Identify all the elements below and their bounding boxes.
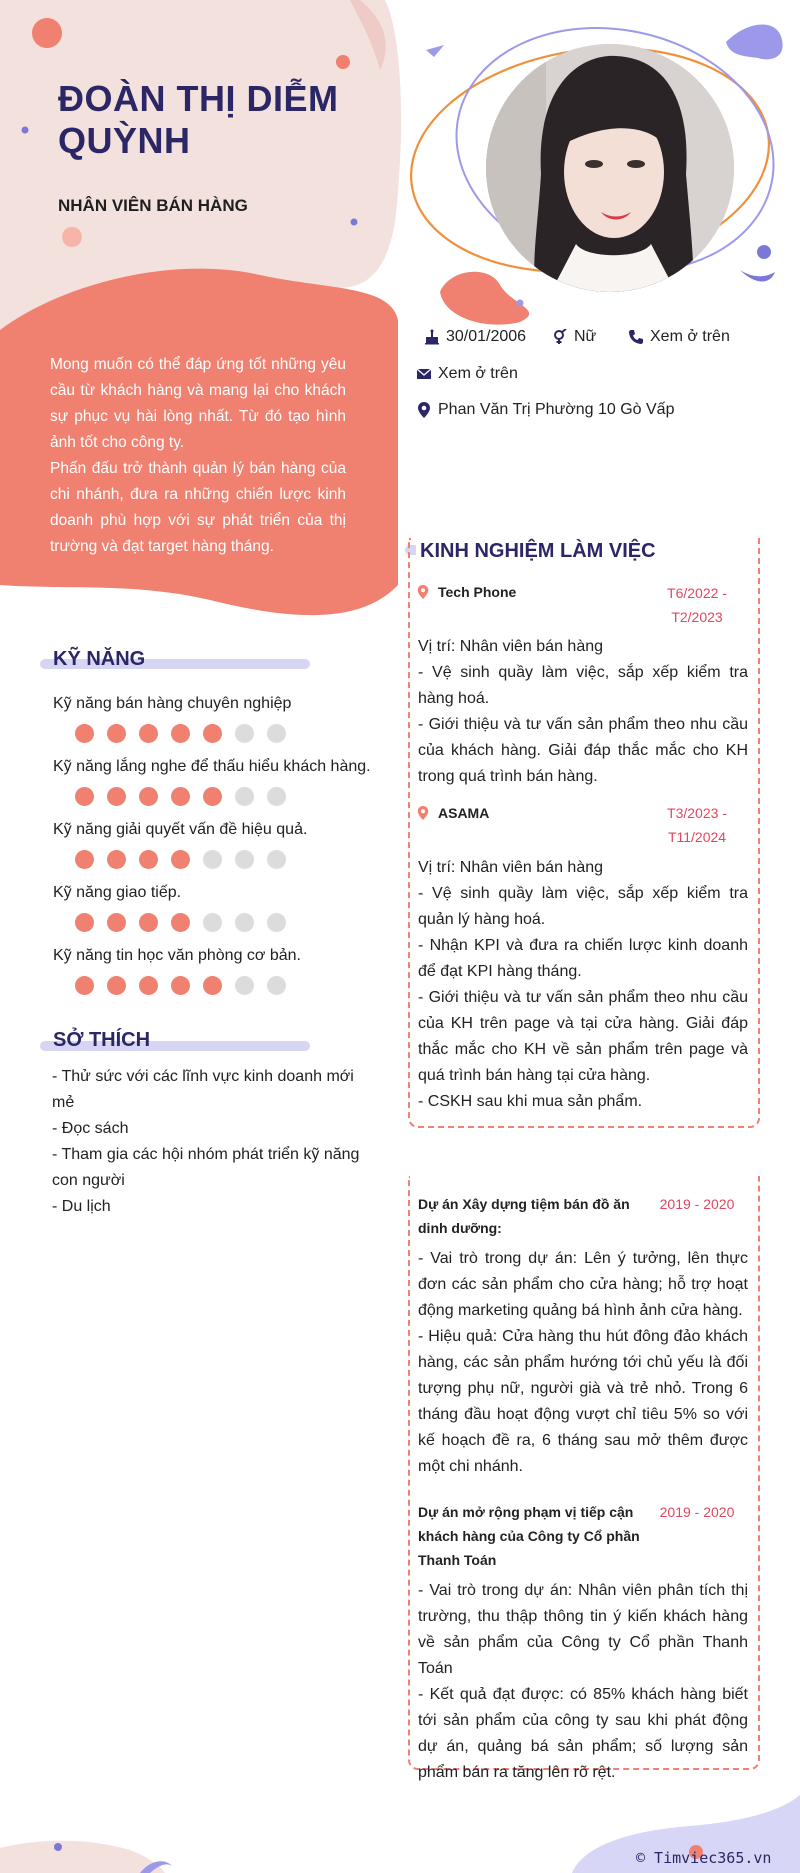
birthdate-row — [424, 328, 526, 346]
site-watermark: © Timviec365.vn — [636, 1849, 772, 1867]
job-date — [652, 581, 742, 629]
skill-rating — [75, 724, 286, 743]
job-company: ASAMA — [438, 805, 490, 821]
rating-dot-filled — [107, 913, 126, 932]
skill-label: Kỹ năng giao tiếp. — [53, 884, 182, 901]
job-description — [418, 634, 748, 790]
decor-circle — [757, 245, 771, 259]
experience-heading: KINH NGHIỆM LÀM VIỆC — [416, 540, 660, 563]
lilac-crescent — [740, 270, 775, 282]
job-company-row — [416, 584, 516, 600]
rating-dot-filled — [203, 724, 222, 743]
skills-heading: KỸ NĂNG — [53, 648, 146, 670]
job-date-end: T2/2023 — [671, 609, 723, 625]
rating-dot-filled — [75, 850, 94, 869]
rating-dot-filled — [107, 724, 126, 743]
decor-circle — [32, 18, 62, 48]
project-line: - Vai trò trong dự án: Lên ý tưởng, lên thực đơn các sản phẩm cho cửa hàng; hỗ trợ hoạt động marketing quảng bá hình ảnh cửa hàng. — [418, 1250, 748, 1319]
skill-label: Kỹ năng tin học văn phòng cơ bản. — [53, 947, 301, 964]
job-line: - Giới thiệu và tư vấn sản phẩm theo nhu cầu của khách hàng. Giải đáp thắc mắc cho KH trong quá trình bán hàng. — [418, 716, 748, 785]
rating-dot-filled — [75, 724, 94, 743]
decor-circle — [22, 127, 29, 134]
rating-dot-filled — [171, 724, 190, 743]
phone-row — [628, 328, 730, 346]
job-line: - CSKH sau khi mua sản phẩm. — [418, 1093, 643, 1110]
rating-dot-filled — [139, 850, 158, 869]
project-line: - Vai trò trong dự án: Nhân viên phân tích thị trường, thu thập thông tin ý kiến khách hàng về sản phẩm của Công ty Cổ phần Thanh Toán — [418, 1582, 748, 1677]
job-date-start: T3/2023 - — [667, 805, 727, 821]
gender-icon — [552, 329, 568, 345]
project-title: Dự án mở rộng phạm vị tiếp cận khách hàng của Công ty Cổ phần Thanh Toán — [418, 1504, 640, 1568]
envelope-icon — [416, 366, 432, 382]
lilac-blob — [726, 24, 783, 59]
decor-circle — [336, 55, 350, 69]
job-line: - Giới thiệu và tư vấn sản phẩm theo nhu cầu của KH trên page và tại cửa hàng. Giải đáp thắc mắc cho KH về sản phẩm trên page và quá trình bán hàng tại cửa hàng. — [418, 989, 748, 1084]
map-pin-icon — [416, 805, 430, 821]
skill-label: Kỹ năng bán hàng chuyên nghiệp — [53, 695, 292, 712]
address-value: Phan Văn Trị Phường 10 Gò Vấp — [438, 401, 675, 418]
rating-dot-empty — [235, 850, 254, 869]
hobbies-heading: SỞ THÍCH — [53, 1029, 151, 1051]
rating-dot-empty — [267, 913, 286, 932]
skill-rating — [75, 787, 286, 806]
objective-paragraph: Phấn đấu trở thành quản lý bán hàng của chi nhánh, đưa ra những chiến lược kinh doanh phù hợp với sự phát triển của thị trường và đạt target hàng tháng. — [50, 460, 346, 555]
bottom-pink-blob — [0, 1841, 165, 1873]
job-company: Tech Phone — [438, 584, 517, 600]
rating-dot-empty — [235, 787, 254, 806]
skill-rating — [75, 913, 286, 932]
job-description — [418, 855, 748, 1115]
job-date-start: T6/2022 - — [667, 585, 727, 601]
hobbies-list — [52, 1064, 367, 1220]
rating-dot-empty — [267, 724, 286, 743]
job-line: - Nhận KPI và đưa ra chiến lược kinh doanh để đạt KPI hàng tháng. — [418, 937, 748, 980]
job-date-end: T11/2024 — [667, 829, 727, 845]
job-title: NHÂN VIÊN BÁN HÀNG — [58, 196, 248, 215]
hobby-item: - Đọc sách — [52, 1120, 129, 1137]
rating-dot-empty — [235, 724, 254, 743]
project-description — [418, 1246, 748, 1480]
rating-dot-filled — [171, 850, 190, 869]
rating-dot-empty — [203, 913, 222, 932]
rating-dot-filled — [203, 787, 222, 806]
decor-circle — [351, 219, 358, 226]
job-line: - Vệ sinh quầy làm việc, sắp xếp kiểm tra quản lý hàng hoá. — [418, 885, 748, 928]
lilac-triangle — [426, 45, 444, 57]
decor-circle — [517, 300, 524, 307]
map-pin-icon — [416, 402, 432, 418]
career-objective — [50, 352, 346, 560]
job-company-row — [416, 805, 489, 821]
coral-blob-small — [440, 272, 529, 325]
candidate-name: ĐOÀN THỊ DIỄM QUỲNH — [58, 78, 339, 161]
profile-photo — [486, 44, 734, 292]
address-row — [416, 401, 674, 419]
rating-dot-empty — [235, 976, 254, 995]
project-line: - Kết quả đạt được: có 85% khách hàng biết tới sản phẩm của công ty sau khi phát động dự án, quảng bá sản phẩm; số lượng sản phẩm bán ra tăng lên rõ rệt. — [418, 1686, 748, 1781]
rating-dot-filled — [75, 913, 94, 932]
project-date: 2019 - 2020 — [659, 1504, 735, 1520]
objective-paragraph: Mong muốn có thể đáp ứng tốt những yêu cầu từ khách hàng và mang lại cho khách sự phục vụ hài lòng nhất. Từ đó tạo hình ảnh tốt cho công ty. — [50, 356, 346, 451]
gender-row — [552, 328, 596, 346]
rating-dot-filled — [203, 976, 222, 995]
decor-circle — [54, 1843, 62, 1851]
project-title: Dự án Xây dựng tiệm bán đồ ăn dinh dưỡng: — [418, 1196, 630, 1236]
rating-dot-filled — [139, 976, 158, 995]
rating-dot-empty — [267, 850, 286, 869]
rating-dot-filled — [139, 724, 158, 743]
phone-icon — [628, 329, 644, 345]
project-line: - Hiệu quả: Cửa hàng thu hút đông đảo khách hàng, các sản phẩm hướng tới chủ yếu là đối tượng phụ nữ, người già và trẻ nhỏ. Trong 6 tháng đầu hoạt động vượt chỉ tiêu 5% so với kế hoạch đề ra, 6 tháng sau mở thêm được một chi nhánh. — [418, 1328, 748, 1475]
rating-dot-filled — [75, 787, 94, 806]
rating-dot-filled — [171, 976, 190, 995]
job-line: Vị trí: Nhân viên bán hàng — [418, 638, 604, 655]
skill-rating — [75, 976, 286, 995]
email-value: Xem ở trên — [438, 365, 518, 382]
job-date — [652, 801, 742, 849]
hobby-item: - Tham gia các hội nhóm phát triển kỹ năng con người — [52, 1146, 360, 1189]
job-line: - Vệ sinh quầy làm việc, sắp xếp kiểm tra hàng hoá. — [418, 664, 748, 707]
phone-value: Xem ở trên — [650, 328, 730, 345]
rating-dot-filled — [139, 913, 158, 932]
project-date: 2019 - 2020 — [659, 1196, 735, 1212]
rating-dot-filled — [171, 913, 190, 932]
rating-dot-empty — [203, 850, 222, 869]
gender-value: Nữ — [574, 328, 597, 345]
skill-label: Kỹ năng giải quyết vấn đề hiệu quả. — [53, 821, 308, 838]
hobby-item: - Du lịch — [52, 1198, 111, 1215]
rating-dot-empty — [267, 787, 286, 806]
skill-rating — [75, 850, 286, 869]
project-description — [418, 1578, 748, 1786]
map-pin-icon — [416, 584, 430, 600]
rating-dot-empty — [235, 913, 254, 932]
rating-dot-filled — [107, 787, 126, 806]
rating-dot-filled — [139, 787, 158, 806]
hobby-item: - Thử sức với các lĩnh vực kinh doanh mới mẻ — [52, 1068, 354, 1111]
rating-dot-filled — [75, 976, 94, 995]
email-row — [416, 365, 518, 383]
skill-label: Kỹ năng lắng nghe để thấu hiểu khách hàng. — [53, 758, 371, 775]
job-line: Vị trí: Nhân viên bán hàng — [418, 859, 604, 876]
rating-dot-filled — [107, 850, 126, 869]
decor-circle — [62, 227, 82, 247]
rating-dot-filled — [107, 976, 126, 995]
birthdate-value: 30/01/2006 — [446, 328, 527, 345]
rating-dot-empty — [267, 976, 286, 995]
rating-dot-filled — [171, 787, 190, 806]
portrait-image — [486, 44, 734, 292]
birthday-cake-icon — [424, 329, 440, 345]
